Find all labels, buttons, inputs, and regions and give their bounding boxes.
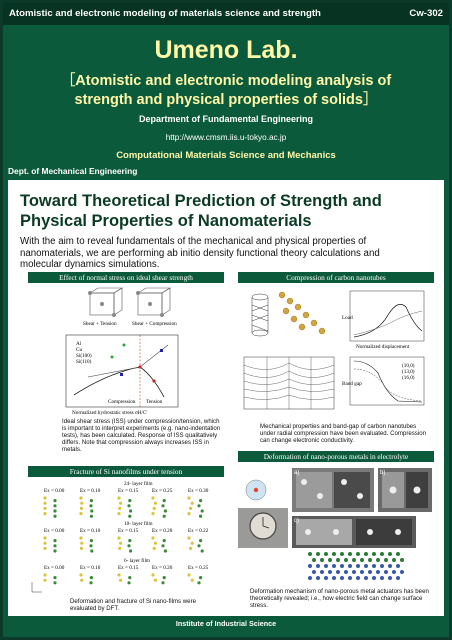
section-title-cnt: Compression of carbon nanotubes [238,272,434,283]
si-strain: Ex = 0.10 [80,528,101,534]
section-title-iss: Effect of normal stress on ideal shear strength [28,272,224,283]
cnt-diagram [238,285,434,413]
section-title-porous: Deformation of nano-porous metals in electrolyte [238,451,434,462]
cnt-x-axis: Normalized displacement [356,344,410,350]
si-strain: Ex = 0.10 [80,565,101,571]
si-row-label-24: 24- layer film [124,481,153,487]
department: Department of Fundamental Engineering [138,114,313,124]
iss-x-axis: Normalized hydrostatic stress σH/C' [72,410,148,415]
legend-si100: Si(100) [76,353,92,359]
main-title-line1: Toward Theoretical Prediction of Strength and [20,192,382,210]
iss-diagram [28,285,224,415]
panel-label-b: b) [380,470,386,476]
si-strain: Ex = 0.25 [152,488,173,494]
porous-figure [238,464,434,586]
panel-label-c: c) [294,518,299,524]
si-strain: Ex = 0.15 [118,488,139,494]
legend-10-0: (10,0) [402,363,415,369]
lab-subtitle-line2: strength and physical properties of solids］ [74,92,378,108]
si-figure [28,480,224,598]
cnt-caption: Mechanical properties and band-gap of carbon nanotubes under radial compression have been evaluated. Compression can change electronic conductivity. [260,423,426,444]
porous-diagram [238,464,434,586]
si-strain: Ex = 0.20 [152,528,173,534]
header-title: Atomistic and electronic modeling of materials science and strength [9,8,321,19]
intro-paragraph: With the aim to reveal fundamentals of the mechanical and physical properties of nanomaterials, we are performing ab initio density functional theory calculations and molecular dynamics simulations. [20,236,380,270]
si-row-label-6: 6- layer film [124,558,150,564]
label-shear-tension: Shear + Tension [83,321,117,327]
lab-subtitle-line1: ［Atomistic and electronic modeling analysis of [60,73,392,89]
si-strain: Ex = 0.00 [44,565,65,571]
cnt-y-axis: Load [342,315,353,321]
lab-url[interactable]: http://www.cmsm.iis.u-tokyo.ac.jp [165,133,287,142]
si-strain: Ex = 0.25 [188,565,209,571]
si-strain: Ex = 0.22 [188,528,209,534]
legend-cu: Cu [76,347,83,353]
label-shear-compression: Shear + Compression [132,321,177,327]
si-caption: Deformation and fracture of Si nano-films were evaluated by DFT. [70,598,196,612]
si-strain: Ex = 0.00 [44,488,65,494]
booth-code: Cw-302 [409,8,443,19]
legend-13-0: (13,0) [402,369,415,375]
si-films-diagram [28,480,224,598]
si-strain: Ex = 0.15 [118,528,139,534]
cnt-band-y-axis: Band gap [342,381,362,387]
iss-caption: Ideal shear stress (ISS) under compression/tension, which is important to interpret experiments (e.g. nano-indentation tests), has been calculated. Response of ISS qualitatively differs. Note that compression always increases ISS in metals. [62,418,221,453]
division: Computational Materials Science and Mechanics [116,150,336,161]
label-compression: Compression [108,399,136,405]
lab-name: Umeno Lab. [154,36,298,64]
section-title-si: Fracture of Si nanofilms under tension [28,466,224,477]
institute-footer: Institute of Industrial Science [175,619,277,628]
si-strain: Ex = 0.15 [118,565,139,571]
si-strain: Ex = 0.10 [80,488,101,494]
label-tension: Tension [146,399,163,405]
main-title-line2: Physical Properties of Nanomaterials [20,212,312,230]
iss-figure [28,285,224,415]
legend-si110: Si(110) [76,359,92,365]
si-strain: Ex = 0.30 [188,488,209,494]
porous-caption: Deformation mechanism of nano-porous metal actuators has been theoretically revealed; i.e., how electric field can change surface stress. [250,588,429,609]
legend-16-0: (16,0) [402,375,415,381]
si-strain: Ex = 0.00 [44,528,65,534]
si-strain: Ex = 0.20 [152,565,173,571]
panel-label-a: a) [294,470,300,476]
secondary-department: Dept. of Mechanical Engineering [8,166,138,176]
cnt-figure [238,285,434,413]
si-row-label-10: 10- layer film [124,521,153,527]
header-bar [3,3,449,25]
legend-al: Al [76,341,82,347]
